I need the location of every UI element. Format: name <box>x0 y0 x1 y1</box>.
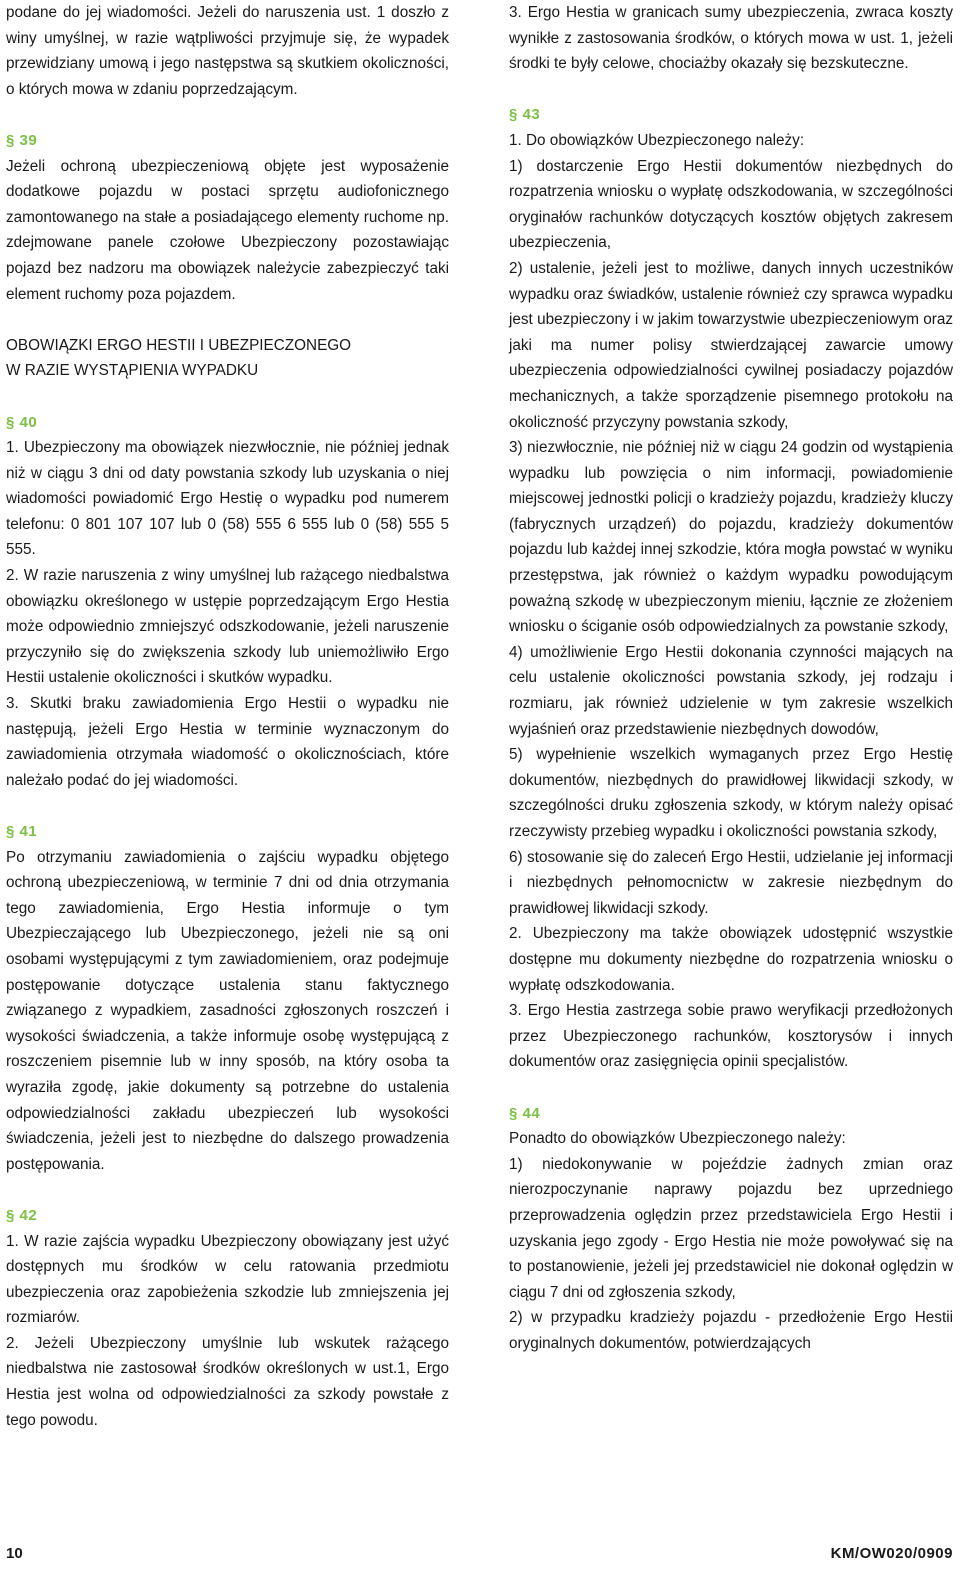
section-number-text: 41 <box>19 823 38 840</box>
paragraph: 2. Jeżeli Ubezpieczony umyślnie lub wskutek rażącego niedbalstwa nie zastosował środków określonych w ust.1, Ergo Hestia jest wolna od odpowiedzialności za szkody powstałe z tego powodu. <box>6 1334 449 1429</box>
section-symbol-icon: § <box>6 413 15 431</box>
section-number-text: 39 <box>19 131 38 149</box>
paragraph: 1. Do obowiązków Ubezpieczonego należy: <box>509 131 805 149</box>
spacer <box>6 307 449 333</box>
paragraph: 1. Ubezpieczony ma obowiązek niezwłocznie, nie później jednak niż w ciągu 3 dni od daty powstania szkody lub uzyskania o niej wiadomości powiadomić Ergo Hestię o wypadku pod numerem telefonu: 0 801 107 107 lub 0 (58) 555 6 555 lub 0 (58) 555 5 555. <box>6 439 449 559</box>
section-number-text: 42 <box>19 1206 38 1224</box>
paragraph: 3. Skutki braku zawiadomienia Ergo Hestii o wypadku nie następują, jeżeli Ergo Hestia w terminie wyznaczonym do zawiadomienia otrzymała wiadomość o okolicznościach, które należało podać do jej wiadomości. <box>6 695 449 789</box>
spacer <box>509 77 953 103</box>
section-heading: W RAZIE WYSTĄPIENIA WYPADKU <box>6 362 259 380</box>
page-number: 10 <box>6 1545 23 1562</box>
spacer <box>6 384 449 410</box>
paragraph: 2. Ubezpieczony ma także obowiązek udostępnić wszystkie dostępne mu dokumenty niezbędne do rozpatrzenia wniosku o wypłatę odszkodowania. <box>509 925 953 994</box>
paragraph: 1. W razie zajścia wypadku Ubezpieczony obowiązany jest użyć dostępnych mu środków w celu ratowania przedmiotu ubezpieczenia oraz zapobieżenia szkodzie lub zmniejszenia jej rozmiarów. <box>6 1232 449 1327</box>
paragraph: 4) umożliwienie Ergo Hestii dokonania czynności mających na celu ustalenie okoliczności powstania szkody, jej rodzaju i rozmiaru, jak również udzielenie w tym zakresie wszelkich wyjaśnień oraz przedstawienie niezbędnych dowodów, <box>509 643 953 738</box>
section-number <box>509 1101 953 1127</box>
paragraph: podane do jej wiadomości. Jeżeli do naruszenia ust. 1 doszło z winy umyślnej, w razie wątpliwości przyjmuje się, że wypadek przewidziany umową i jego następstwa są skutkiem okoliczności, o których mowa w zdaniu poprzedzającym. <box>6 4 449 98</box>
section-symbol-icon: § <box>6 823 15 840</box>
spacer <box>6 793 449 819</box>
paragraph: Jeżeli ochroną ubezpieczeniową objęte jest wyposażenie dodatkowe pojazdu w postaci sprzętu audiofonicznego zamontowanego na stałe a posiadającego elementy ruchome np. zdejmowane panele czołowe Ubezpieczony pozostawiając pojazd bez nadzoru ma obowiązek należycie zabezpieczyć taki element ruchomy poza pojazdem. <box>6 157 449 303</box>
section-number <box>6 1203 449 1229</box>
document-code: KM/OW020/0909 <box>830 1545 953 1562</box>
paragraph: 1) niedokonywanie w pojeździe żadnych zmian oraz nierozpoczynanie naprawy pojazdu bez uprzedniego przeprowadzenia oględzin przez przedstawiciela Ergo Hestii i uzyskania jego zgody - Ergo Hestia nie może powoływać się na to postanowienie, jeżeli jej przedstawiciel nie dokonał oględzin w ciągu 7 dni od zgłoszenia szkody, <box>509 1155 953 1301</box>
section-symbol-icon: § <box>6 131 15 149</box>
paragraph: 5) wypełnienie wszelkich wymaganych przez Ergo Hestię dokumentów, niezbędnych do prawidłowej likwidacji szkody, w szczególności druku zgłoszenia szkody, w którym należy opisać rzeczywisty przebieg wypadku i okoliczności powstania szkody, <box>509 746 953 840</box>
paragraph: 2. W razie naruszenia z winy umyślnej lub rażącego niedbalstwa obowiązku określonego w ustępie poprzedzającym Ergo Hestia może odpowiednio zmniejszyć odszkodowanie, jeżeli naruszenie przyczyniło się do zwiększenia szkody lub uniemożliwiło Ergo Hestii ustalenie okoliczności i skutków wypadku. <box>6 567 449 687</box>
paragraph: 2) ustalenie, jeżeli jest to możliwe, danych innych uczestników wypadku oraz świadków, ustalenie również czy sprawca wypadku jest ubezpieczony i w jakim towarzystwie ubezpieczeniowym oraz jaki ma numer polisy stwierdzającej zawarcie umowy ubezpieczenia odpowiedzialności cywilnej posiadaczy pojazdów mechanicznych, a także sporządzenie pisemnego protokołu na okoliczność przyczyny powstania szkody, <box>509 259 953 431</box>
section-number-text: 44 <box>522 1104 541 1122</box>
section-number <box>6 128 449 154</box>
paragraph: 3) niezwłocznie, nie później niż w ciągu 24 godzin od wystąpienia wypadku lub powzięcia o nim informacji, powiadomienie miejscowej jednostki policji o kradzieży pojazdu, kradzieży kluczy (fabrycznych urządzeń) do pojazdu, kradzieży dokumentów pojazdu lub każdej innej szkodzie, która mogła powstać w wyniku przestępstwa, jak również o każdym wypadku powodującym poważną szkodę w ubezpieczonym mieniu, łącznie ze złożeniem wniosku o ściganie osób odpowiedzialnych za powstanie szkody, <box>509 439 953 636</box>
section-heading: OBOWIĄZKI ERGO HESTII I UBEZPIECZONEGO <box>6 336 352 354</box>
spacer <box>6 1177 449 1203</box>
paragraph: 3. Ergo Hestia zastrzega sobie prawo weryfikacji przedłożonych przez Ubezpieczonego rachunków, kosztorysów i innych dokumentów oraz zasięgnięcia opinii specjalistów. <box>509 1002 953 1071</box>
spacer <box>509 1075 953 1101</box>
section-symbol-icon: § <box>6 1206 15 1224</box>
section-number-text: 43 <box>522 106 541 124</box>
section-symbol-icon: § <box>509 1104 518 1122</box>
section-number <box>6 410 449 436</box>
spacer <box>6 102 449 128</box>
paragraph: Ponadto do obowiązków Ubezpieczonego należy: <box>509 1130 846 1148</box>
paragraph: 1) dostarczenie Ergo Hestii dokumentów niezbędnych do rozpatrzenia wniosku o wypłatę odszkodowania, w szczególności oryginałów rachunków dotyczących kosztów objętych zakresem ubezpieczenia, <box>509 157 953 252</box>
section-symbol-icon: § <box>509 106 518 124</box>
paragraph: Po otrzymaniu zawiadomienia o zajściu wypadku objętego ochroną ubezpieczeniową, w terminie 7 dni od dnia otrzymania tego zawiadomienia, Ergo Hestia informuje o tym Ubezpieczającego lub Ubezpieczonego, jeżeli nie są oni osobami występującymi z tym zawiadomieniem, oraz podejmuje postępowanie dotyczące ustalenia stanu faktycznego związanego z wypadkiem, zasadności zgłoszonych roszczeń i wysokości świadczenia, a także informuje osobę występującą z roszczeniem pisemnie lub w inny sposób, na który osoba ta wyraziła zgodę, jakie dokumenty są potrzebne do ustalenia odpowiedzialności zakładu ubezpieczeń lub wysokości świadczenia, jeżeli jest to niezbędne do dalszego prowadzenia postępowania. <box>6 848 449 1173</box>
section-number-text: 40 <box>19 413 38 431</box>
section-number <box>6 819 449 845</box>
section-number <box>509 102 953 128</box>
page-footer <box>0 1541 960 1567</box>
paragraph: 6) stosowanie się do zaleceń Ergo Hestii, udzielanie jej informacji i niezbędnych pełnomocnictw w zakresie niezbędnym do prawidłowej likwidacji szkody. <box>509 848 953 917</box>
paragraph: 2) w przypadku kradzieży pojazdu - przedłożenie Ergo Hestii oryginalnych dokumentów, potwierdzających <box>509 1309 953 1352</box>
right-column <box>509 0 953 1356</box>
left-column <box>6 0 449 1433</box>
paragraph: 3. Ergo Hestia w granicach sumy ubezpieczenia, zwraca koszty wynikłe z zastosowania środków, o których mowa w ust. 1, jeżeli środki te były celowe, chociażby okazały się bezskuteczne. <box>509 4 953 73</box>
